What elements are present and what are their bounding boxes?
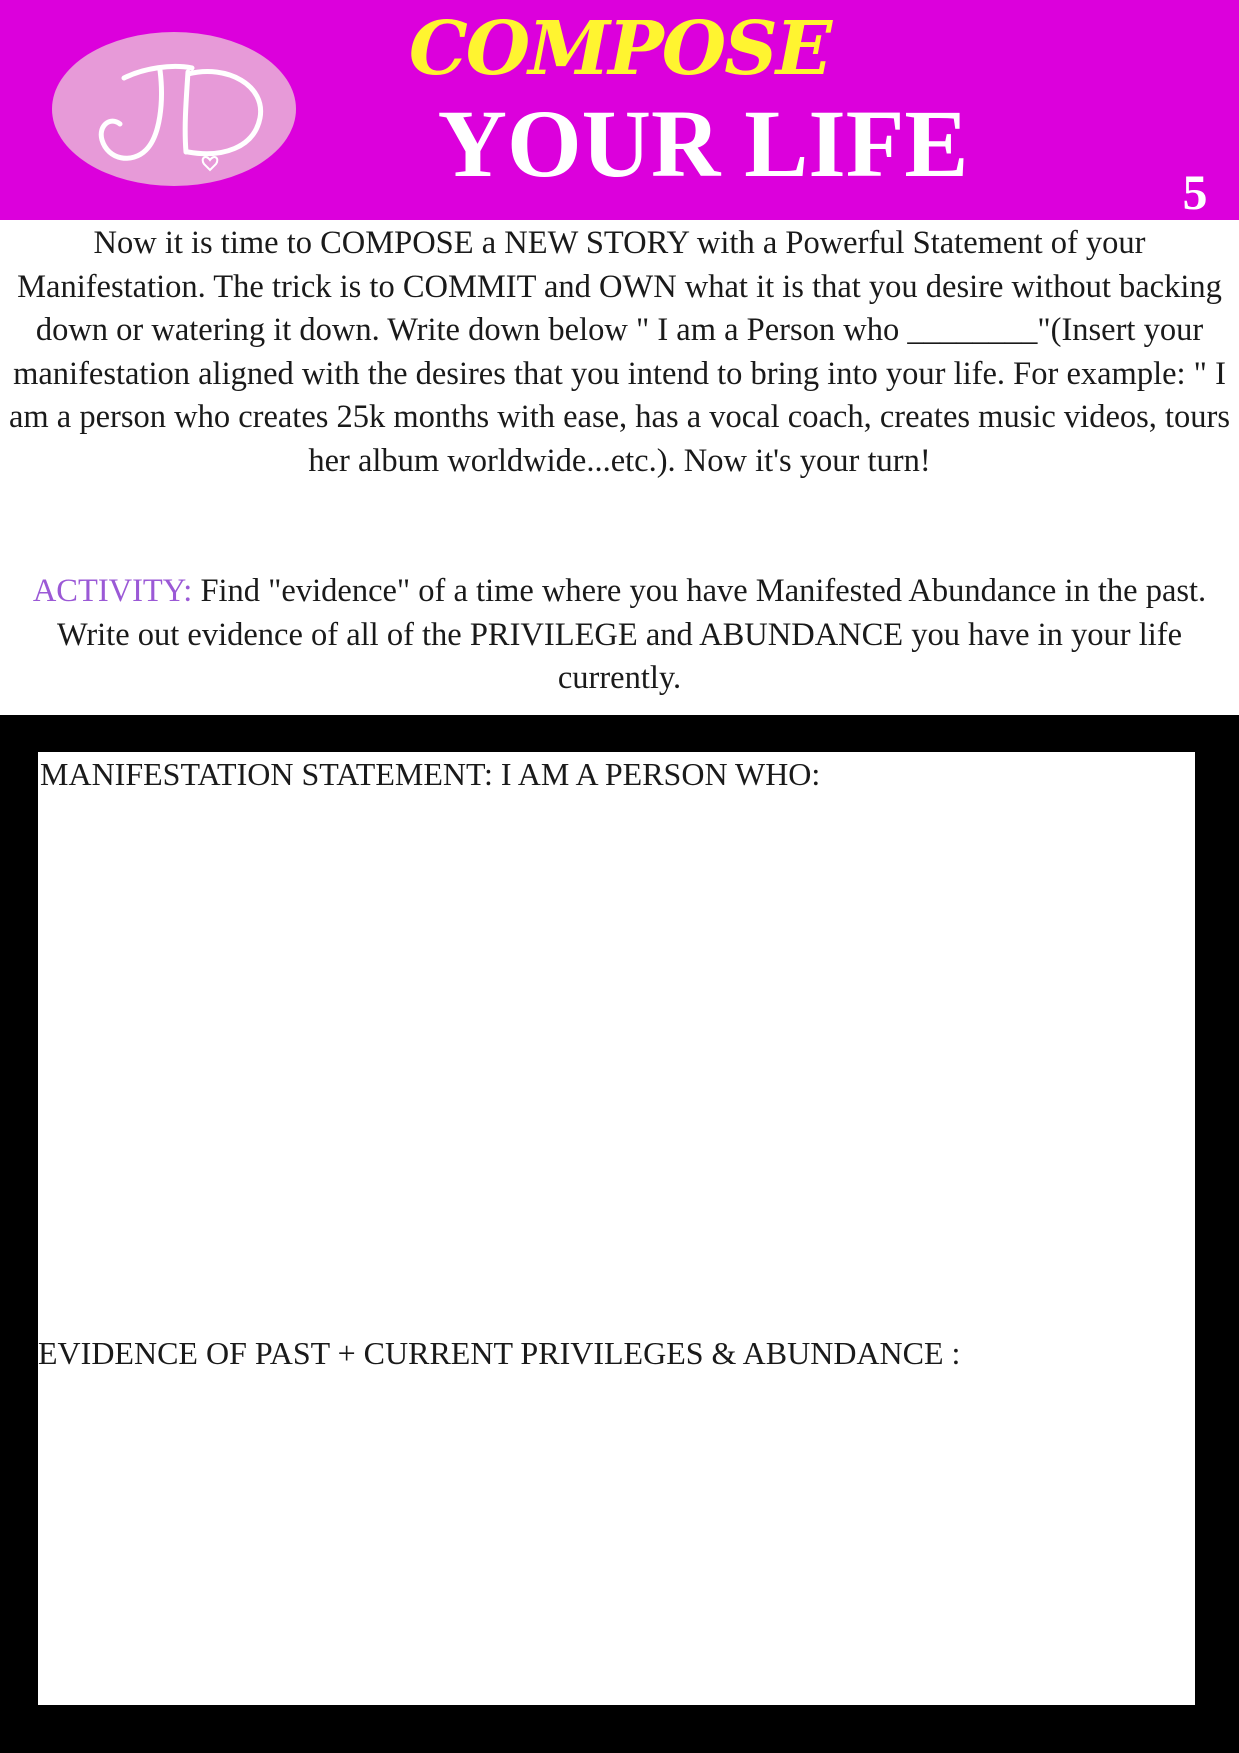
- evidence-label: EVIDENCE OF PAST + CURRENT PRIVILEGES & ABUNDANCE :: [38, 1335, 961, 1371]
- title-your-life: YOUR LIFE: [437, 90, 969, 197]
- activity-paragraph: [8, 570, 1231, 701]
- intro-paragraph: Now it is time to COMPOSE a NEW STORY with a Powerful Statement of your Manifestation. The trick is to COMMIT and OWN what it is that you desire without backing down or watering it down. Write down below " I am a Person who ________"(Insert your manifestation aligned with the desires that you intend to bring into your life. For example: " I am a person who creates 25k months with ease, has a vocal coach, creates music videos, tours her album worldwide...etc.). Now it's your turn!: [8, 225, 1231, 479]
- page-number: 5: [1182, 164, 1208, 220]
- header-banner: [0, 0, 1239, 220]
- evidence-area[interactable]: [38, 1382, 1195, 1702]
- manifestation-statement-label: MANIFESTATION STATEMENT: I AM A PERSON WHO:: [40, 756, 821, 792]
- title-compose: COMPOSE: [408, 6, 831, 92]
- worksheet-box: [38, 752, 1195, 1705]
- activity-label: ACTIVITY:: [32, 573, 193, 609]
- manifestation-statement-area[interactable]: [38, 802, 1195, 1322]
- activity-text: Find "evidence" of a time where you have Manifested Abundance in the past. Write out evidence of all of the PRIVILEGE and ABUNDANCE you have in your life currently.: [56, 573, 1207, 696]
